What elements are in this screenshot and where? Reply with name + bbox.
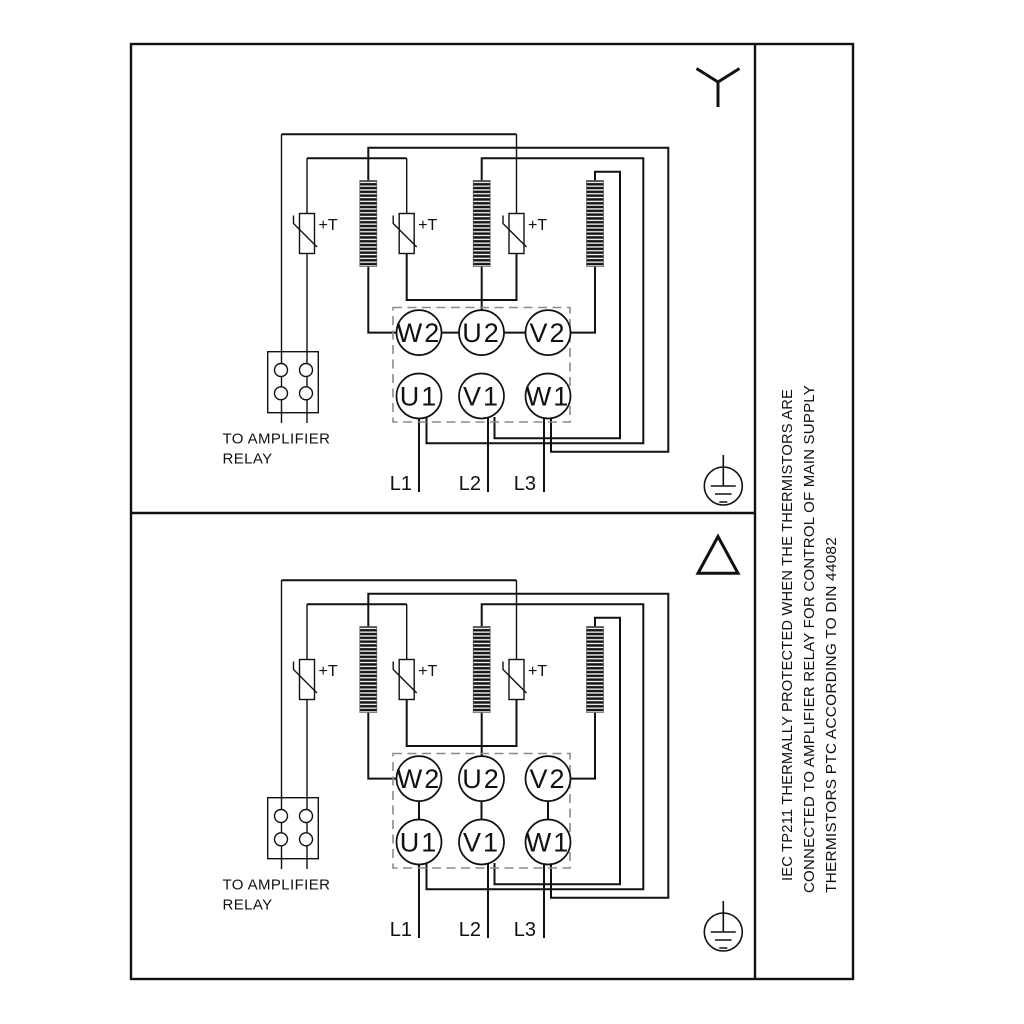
note-line-2: CONNECTED TO AMPLIFIER RELAY FOR CONTROL OF MAIN SUPPLY (801, 386, 818, 893)
panel-body-delta (223, 580, 743, 951)
note-line-3: THERMISTORS PTC ACCORDING TO DIN 44082 (823, 546, 840, 893)
delta-icon (698, 537, 738, 574)
panel-star-connection (223, 69, 743, 506)
note-line-1: IEC TP211 THERMALLY PROTECTED WHEN THE THERMISTORS ARE (779, 378, 796, 881)
panel-delta-connection (223, 537, 743, 952)
note-column (779, 378, 840, 893)
delta-vertical-links (419, 799, 548, 821)
panel-body-star (223, 134, 743, 505)
star-icon (697, 69, 740, 108)
